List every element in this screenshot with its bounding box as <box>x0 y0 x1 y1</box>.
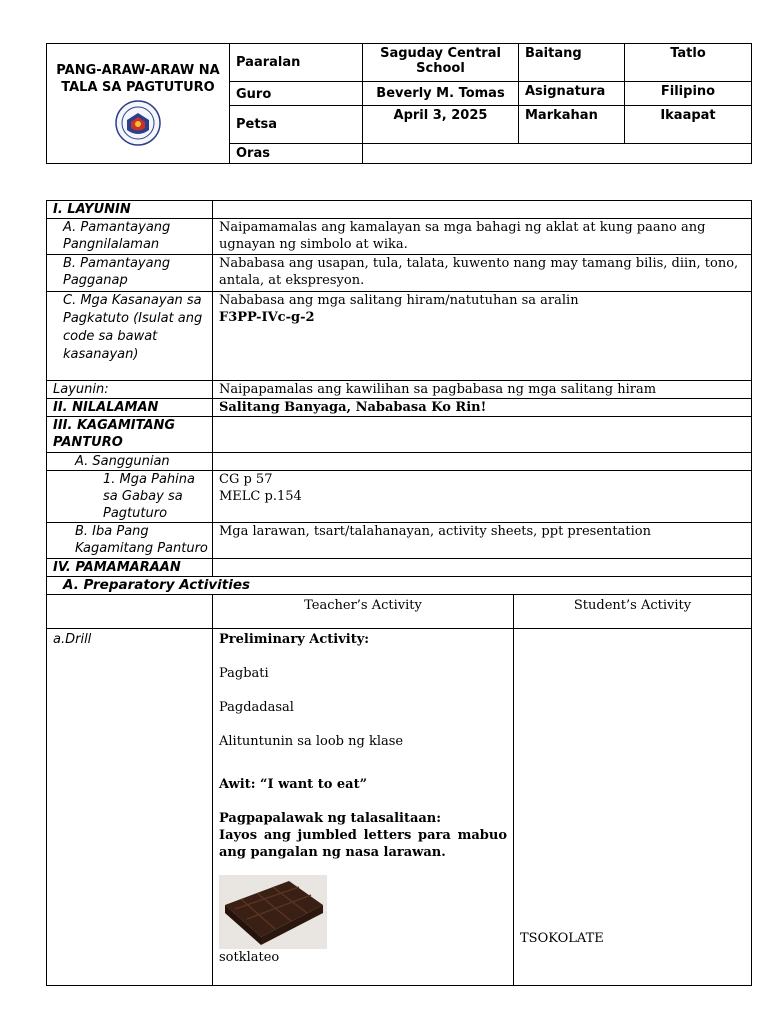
pagpapalawak: Pagpapalawak ng talasalitaan: <box>219 811 442 826</box>
pagganap-value: Nababasa ang usapan, tula, talata, kuwento nang may tamang bilis, diin, tono, antala, at ekspresyon. <box>213 255 752 292</box>
preparatory-heading: A. Preparatory Activities <box>47 577 752 595</box>
label-paaralan: Paaralan <box>230 44 363 82</box>
chocolate-bar-image <box>219 875 327 949</box>
layunin-heading-empty <box>213 201 752 219</box>
lesson-plan-table <box>46 200 752 986</box>
drill-label: a.Drill <box>47 629 213 986</box>
value-petsa: April 3, 2025 <box>363 106 519 144</box>
kagamitan-empty <box>213 417 752 453</box>
alituntunin: Alituntunin sa loob ng klase <box>219 734 404 749</box>
iba-pang-label: B. Iba Pang Kagamitang Panturo <box>47 523 213 559</box>
preliminary-activity: Preliminary Activity: <box>219 632 370 647</box>
pahina-cell <box>213 471 752 523</box>
value-baitang: Tatlo <box>625 44 752 82</box>
nilalaman-label: II. NILALAMAN <box>47 399 213 417</box>
layunin-label: Layunin: <box>47 381 213 399</box>
value-asignatura: Filipino <box>625 82 752 106</box>
student-drill-cell <box>514 629 752 986</box>
pagdadasal: Pagdadasal <box>219 700 294 715</box>
header-title-cell <box>47 44 230 164</box>
layunin-heading: I. LAYUNIN <box>47 201 213 219</box>
awit: Awit: “I want to eat” <box>219 777 368 792</box>
kasanayan-label: C. Mga Kasanayan sa Pagkatuto (Isulat ang code sa bawat kasanayan) <box>47 292 213 381</box>
kasanayan-code: F3PP-IVc-g-2 <box>219 310 315 325</box>
label-petsa: Petsa <box>230 106 363 144</box>
pamamaraan-heading: IV. PAMAMARAAN <box>47 559 213 577</box>
label-oras: Oras <box>230 144 363 164</box>
sanggunian-empty <box>213 453 752 471</box>
deped-seal-icon <box>115 100 161 146</box>
label-baitang: Baitang <box>519 44 625 82</box>
pahina-label: 1. Mga Pahina sa Gabay sa Pagtuturo <box>47 471 213 523</box>
header-table <box>46 43 752 164</box>
layunin-value: Naipapamalas ang kawilihan sa pagbabasa ng mga salitang hiram <box>213 381 752 399</box>
iba-pang-value: Mga larawan, tsart/talahanayan, activity sheets, ppt presentation <box>213 523 752 559</box>
label-guro: Guro <box>230 82 363 106</box>
pagbati: Pagbati <box>219 666 269 681</box>
pagganap-label: B. Pamantayang Pagganap <box>47 255 213 292</box>
pamamaraan-empty <box>213 559 752 577</box>
value-paaralan: Saguday Central School <box>363 44 519 82</box>
student-activity-heading: Student’s Activity <box>514 595 752 629</box>
kasanayan-cell <box>213 292 752 381</box>
label-asignatura: Asignatura <box>519 82 625 106</box>
value-oras <box>363 144 752 164</box>
nilalaman-value: Salitang Banyaga, Nababasa Ko Rin! <box>213 399 752 417</box>
kagamitan-heading: III. KAGAMITANG PANTURO <box>47 417 213 453</box>
value-guro: Beverly M. Tomas <box>363 82 519 106</box>
kasanayan-value: Nababasa ang mga salitang hiram/natutuhan sa aralin <box>219 293 579 308</box>
document-title: PANG-ARAW-ARAW NA TALA SA PAGTUTURO <box>56 62 220 95</box>
sanggunian-label: A. Sanggunian <box>47 453 213 471</box>
jumbled-word: sotklateo <box>219 950 280 965</box>
column-head-empty <box>47 595 213 629</box>
teacher-drill-cell <box>213 629 514 986</box>
label-markahan: Markahan <box>519 106 625 144</box>
drill-answer: TSOKOLATE <box>520 931 604 946</box>
jumbled-instruction: Iayos ang jumbled letters para mabuo ang pangalan ng nasa larawan. <box>219 828 507 860</box>
pangnilalaman-value: Naipamamalas ang kamalayan sa mga bahagi ng aklat at kung paano ang ugnayan ng simbolo at wika. <box>213 219 752 255</box>
value-markahan: Ikaapat <box>625 106 752 144</box>
pahina-melc: MELC p.154 <box>219 489 302 504</box>
pangnilalaman-label: A. Pamantayang Pangnilalaman <box>47 219 213 255</box>
pahina-cg: CG p 57 <box>219 472 273 487</box>
teacher-activity-heading: Teacher’s Activity <box>213 595 514 629</box>
